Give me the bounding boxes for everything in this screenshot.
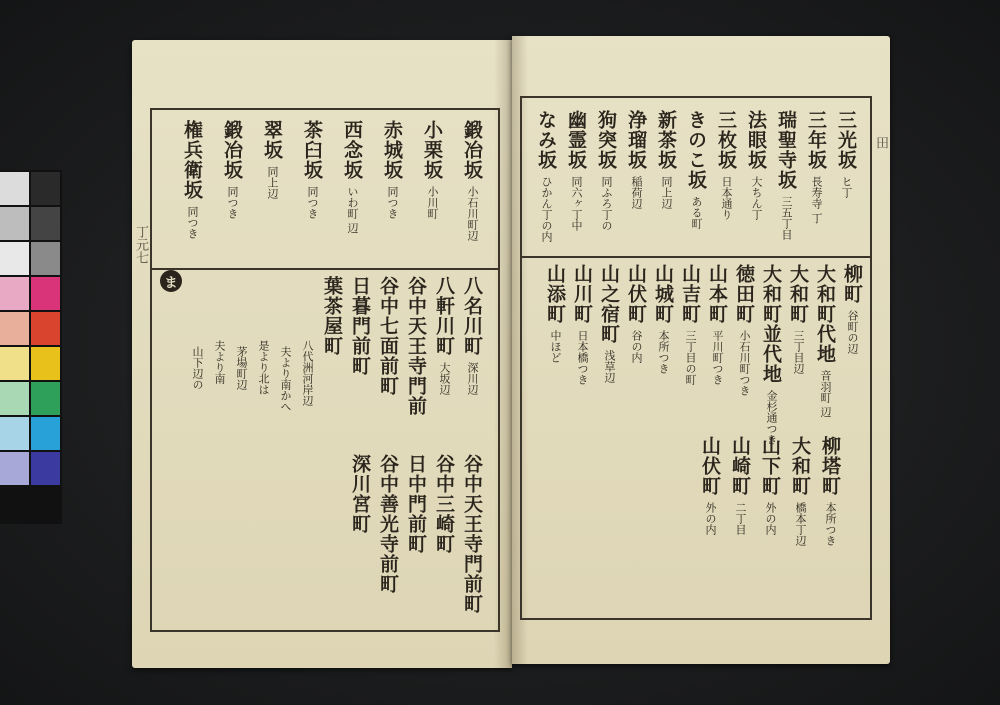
entry-note: 同つき [386,186,399,219]
entry-note: 同つき [306,186,319,219]
entry-heading: 新茶坂 [655,110,677,170]
color-swatch [0,172,29,205]
open-book [132,36,892,668]
right-frame-divider [522,256,870,258]
text-column [422,120,441,219]
text-column [761,264,780,445]
text-column [680,264,699,385]
entry-note: 日本通り [720,176,733,220]
entry-heading: 深川宮町 [349,454,371,534]
text-column [707,264,726,385]
text-column [572,264,591,385]
entry-note: 中ほど [549,330,562,363]
entry-note: 小石川町辺 [466,186,479,241]
text-column [545,264,564,363]
entry-note: 金杉通つき [765,390,778,445]
text-column [820,436,839,546]
color-swatch [31,172,60,205]
entry-heading: 三年坂 [805,110,827,170]
entry-note: 同上辺 [660,176,673,209]
entry-note: 同ふろ丁の [600,176,613,231]
color-swatch [0,347,29,380]
color-swatch [0,242,29,275]
color-swatch [0,382,29,415]
entry-note: ひかん丁の内 [540,176,553,242]
entry-note: 三丁目辺 [792,330,805,374]
entry-heading: 翠坂 [261,120,283,160]
entry-heading: 山添町 [544,264,566,324]
color-swatch [0,277,29,310]
entry-note: 外の内 [764,502,777,535]
color-swatch [0,312,29,345]
entry-heading: 山城町 [652,264,674,324]
entry-note: 本所つき [824,502,837,546]
entry-note: 小川町 [426,186,439,219]
entry-note: 日本橋つき [576,330,589,385]
entry-heading: 山伏町 [699,436,721,496]
entry-heading: 山川町 [571,264,593,324]
entry-heading: 大和町 [789,436,811,496]
right-page [512,36,890,664]
text-column [806,110,825,224]
entry-note: 三五丁目 [780,196,793,240]
entry-heading: 山吉町 [679,264,701,324]
side-note: 夫より南かへ [279,346,292,412]
text-column [378,454,397,594]
entry-note: 深川辺 [466,362,479,395]
entry-heading: 三枚坂 [715,110,737,170]
text-column [599,264,618,383]
text-column [462,276,481,395]
entry-heading: 浄瑠坂 [625,110,647,170]
entry-note: 平川町つき [711,330,724,385]
entry-heading: 八軒川町 [433,276,455,356]
text-column [626,110,645,209]
color-swatch [31,417,60,450]
text-column [836,110,855,198]
entry-heading: 西念坂 [341,120,363,180]
text-column [842,264,861,354]
entry-note: 同上辺 [266,166,279,199]
entry-heading: 谷中三崎町 [433,454,455,554]
entry-heading: 幽霊坂 [565,110,587,170]
entry-note: 同つき [226,186,239,219]
left-page [132,40,512,668]
entry-note: 本所つき [657,330,670,374]
entry-note: 長寿寺 丁 [810,176,823,224]
entry-heading: 大和町並代地 [760,264,782,384]
text-column [350,454,369,534]
text-column [716,110,735,220]
entry-note: 大ちん丁 [750,176,763,220]
entry-heading: 法眼坂 [745,110,767,170]
entry-note: 同つき [186,206,199,239]
entry-heading: 葉茶屋町 [321,276,343,356]
entry-heading: 日暮門前町 [349,276,371,376]
text-column [434,454,453,554]
entry-heading: 権兵衛坂 [181,120,203,200]
entry-heading: 狗突坂 [595,110,617,170]
text-column [222,120,241,219]
folio-mark: ま [160,270,182,292]
text-column [378,276,397,396]
entry-heading: 鍛冶坂 [461,120,483,180]
entry-note: ヒ丁 [840,176,853,198]
entry-heading: 茶臼坂 [301,120,323,180]
text-column [788,264,807,374]
text-column [302,120,321,219]
entry-heading: 山下町 [759,436,781,496]
entry-note: 同六ヶ丁中 [570,176,583,231]
text-column [462,454,481,614]
left-frame-divider [152,268,498,270]
entry-heading: きのこ坂 [685,110,707,190]
color-swatch [31,277,60,310]
entry-heading: 柳町 [841,264,863,304]
entry-note: 大坂辺 [438,362,451,395]
text-column [790,436,809,546]
right-margin-label: 田 [873,136,888,149]
text-column [746,110,765,220]
entry-heading: 山之宿町 [598,264,620,344]
entry-note: 稲荷辺 [630,176,643,209]
entry-heading: 柳塔町 [819,436,841,496]
entry-note: いわ町 辺 [346,186,359,234]
text-column [406,454,425,554]
entry-note: 外の内 [704,502,717,535]
text-column [434,276,453,395]
entry-heading: 山伏町 [625,264,647,324]
entry-heading: 大和町代地 [814,264,836,364]
text-column [686,110,705,229]
text-column [406,276,425,416]
color-swatch [31,207,60,240]
text-column [382,120,401,219]
text-column [760,436,779,535]
text-column [322,276,341,356]
color-swatch [31,382,60,415]
entry-note: 二丁目 [734,502,747,535]
entry-heading: 小栗坂 [421,120,443,180]
entry-note: 谷町の辺 [846,310,859,354]
entry-note: ある町 [690,196,703,229]
side-note: 是より北は [257,340,270,395]
color-swatch [31,242,60,275]
entry-note: 三丁目の町 [684,330,697,385]
color-swatch [0,207,29,240]
entry-note: 谷の内 [630,330,643,363]
entry-note: 音羽町 辺 [819,370,832,418]
text-column [262,120,281,199]
text-column [730,436,749,535]
entry-heading: 谷中天王寺門前 [405,276,427,416]
text-column [182,120,201,239]
text-column [350,276,369,376]
color-checker-strip [0,170,62,524]
entry-heading: 山本町 [706,264,728,324]
entry-heading: 谷中善光寺前町 [377,454,399,594]
side-note: 八代洲河岸辺 [301,340,314,406]
text-column [536,110,555,242]
text-column [342,120,361,234]
entry-heading: 鍛冶坂 [221,120,243,180]
color-swatch [31,312,60,345]
text-column [815,264,834,418]
text-column [656,110,675,209]
left-margin-label: 丁元七 [133,225,148,264]
entry-heading: なみ坂 [535,110,557,170]
text-column [462,120,481,241]
side-note: 山下辺の [191,346,204,390]
entry-heading: 八名川町 [461,276,483,356]
entry-note: 小石川町つき [738,330,751,396]
entry-heading: 三光坂 [835,110,857,170]
entry-heading: 谷中七面前町 [377,276,399,396]
color-swatch [0,417,29,450]
entry-note: 橋本丁辺 [794,502,807,546]
entry-heading: 谷中天王寺門前町 [461,454,483,614]
entry-heading: 徳田町 [733,264,755,324]
entry-note: 浅草辺 [603,350,616,383]
entry-heading: 赤城坂 [381,120,403,180]
text-column [776,110,795,240]
entry-heading: 瑞聖寺坂 [775,110,797,190]
text-column [626,264,645,363]
color-swatch [31,347,60,380]
color-swatch [0,452,29,485]
text-column [734,264,753,396]
text-column [566,110,585,231]
text-column [653,264,672,374]
side-note: 夫より南 [213,340,226,384]
entry-heading: 日中門前町 [405,454,427,554]
text-column [700,436,719,535]
text-column [596,110,615,231]
entry-heading: 山崎町 [729,436,751,496]
side-note: 茅場町辺 [235,346,248,390]
entry-heading: 大和町 [787,264,809,324]
color-swatch [31,452,60,485]
